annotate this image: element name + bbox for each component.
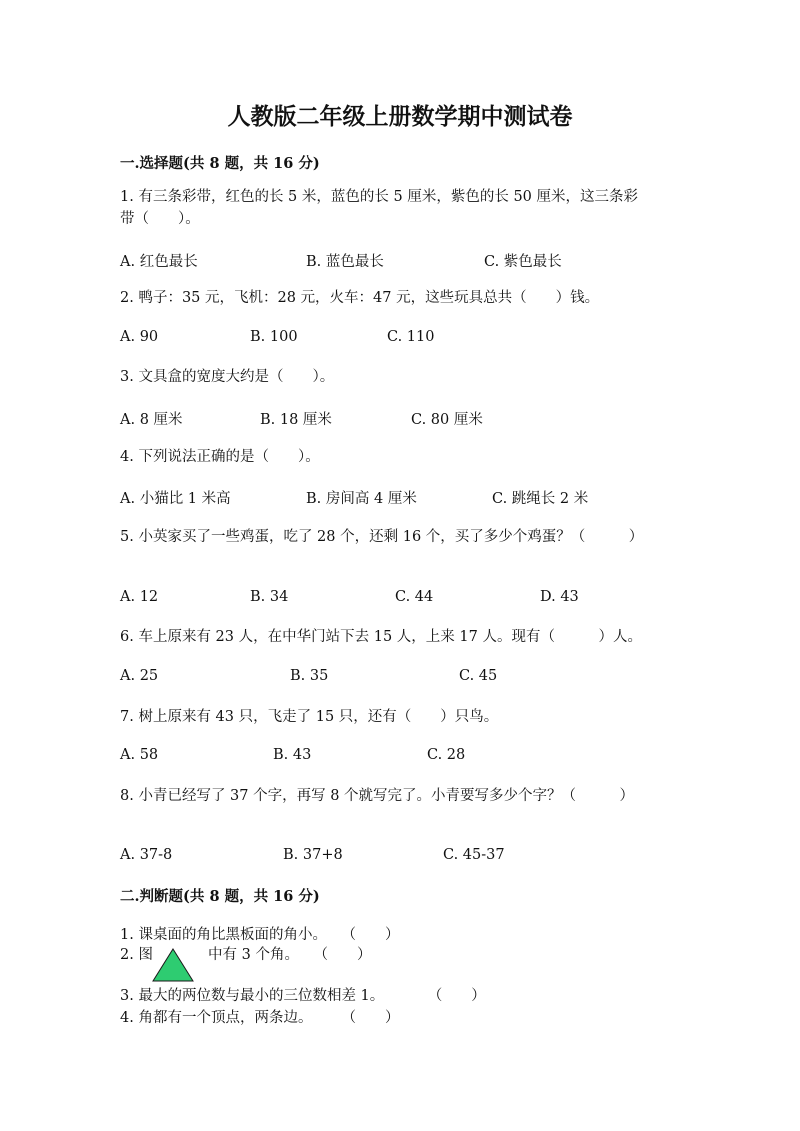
question-1-option-a: A. 红色最长 bbox=[120, 254, 198, 270]
page-title: 人教版二年级上册数学期中测试卷 bbox=[227, 103, 573, 130]
green-triangle-icon bbox=[152, 948, 194, 982]
question-7-line-1: 7. 树上原来有 43 只，飞走了 15 只，还有（ ）只鸟。 bbox=[120, 709, 499, 725]
question-2-option-b: B. 100 bbox=[250, 329, 298, 345]
question-5-option-c: C. 44 bbox=[395, 589, 434, 605]
question-5-option-a: A. 12 bbox=[120, 589, 159, 605]
question-4-option-b: B. 房间高 4 厘米 bbox=[306, 491, 417, 507]
question-5-line-1: 5. 小英家买了一些鸡蛋，吃了 28 个，还剩 16 个，买了多少个鸡蛋？（ ） bbox=[120, 529, 644, 545]
question-1-option-c: C. 紫色最长 bbox=[484, 254, 562, 270]
question-1-line-1: 1. 有三条彩带，红色的长 5 米，蓝色的长 5 厘米，紫色的长 50 厘米，这三条彩 bbox=[120, 189, 638, 205]
question-2-option-a: A. 90 bbox=[120, 329, 159, 345]
question-6-option-b: B. 35 bbox=[290, 668, 329, 684]
question-5-option-b: B. 34 bbox=[250, 589, 289, 605]
question-6-line-1: 6. 车上原来有 23 人，在中华门站下去 15 人，上来 17 人。现有（ ）人。 bbox=[120, 629, 642, 645]
question-4-option-c: C. 跳绳长 2 米 bbox=[492, 491, 589, 507]
question-8-option-b: B. 37+8 bbox=[283, 847, 343, 863]
question-3-option-b: B. 18 厘米 bbox=[260, 412, 332, 428]
question-6-option-a: A. 25 bbox=[120, 668, 159, 684]
section-heading-judgement: 二.判断题(共 8 题，共 16 分) bbox=[120, 888, 320, 905]
question-2-line-1: 2. 鸭子：35 元，飞机：28 元，火车：47 元，这些玩具总共（ ）钱。 bbox=[120, 290, 600, 306]
question-6-option-c: C. 45 bbox=[459, 668, 498, 684]
question-2-option-c: C. 110 bbox=[387, 329, 435, 345]
question-3-option-c: C. 80 厘米 bbox=[411, 412, 483, 428]
question-8-line-1: 8. 小青已经写了 37 个字，再写 8 个就写完了。小青要写多少个字？（ ） bbox=[120, 788, 635, 804]
question-8-option-a: A. 37-8 bbox=[120, 847, 173, 863]
question-7-option-c: C. 28 bbox=[427, 747, 466, 763]
question-5-option-d: D. 43 bbox=[540, 589, 579, 605]
judgement-item-4: 4. 角都有一个顶点，两条边。 （ ） bbox=[120, 1010, 400, 1026]
question-1-line-2: 带（ ）。 bbox=[120, 211, 200, 227]
question-4-line-1: 4. 下列说法正确的是（ ）。 bbox=[120, 449, 320, 465]
question-4-option-a: A. 小猫比 1 米高 bbox=[120, 491, 231, 507]
question-7-option-b: B. 43 bbox=[273, 747, 312, 763]
question-8-option-c: C. 45-37 bbox=[443, 847, 505, 863]
question-7-option-a: A. 58 bbox=[120, 747, 159, 763]
judgement-item-2-prefix: 2. 图 bbox=[120, 947, 153, 963]
judgement-item-2-suffix: 中有 3 个角。 （ ） bbox=[208, 947, 372, 963]
question-1-option-b: B. 蓝色最长 bbox=[306, 254, 384, 270]
judgement-item-1: 1. 课桌面的角比黑板面的角小。 （ ） bbox=[120, 927, 400, 943]
section-heading-choice: 一.选择题(共 8 题，共 16 分) bbox=[120, 155, 320, 172]
judgement-item-3: 3. 最大的两位数与最小的三位数相差 1。 （ ） bbox=[120, 988, 486, 1004]
question-3-option-a: A. 8 厘米 bbox=[120, 412, 183, 428]
question-3-line-1: 3. 文具盒的宽度大约是（ ）。 bbox=[120, 369, 335, 385]
